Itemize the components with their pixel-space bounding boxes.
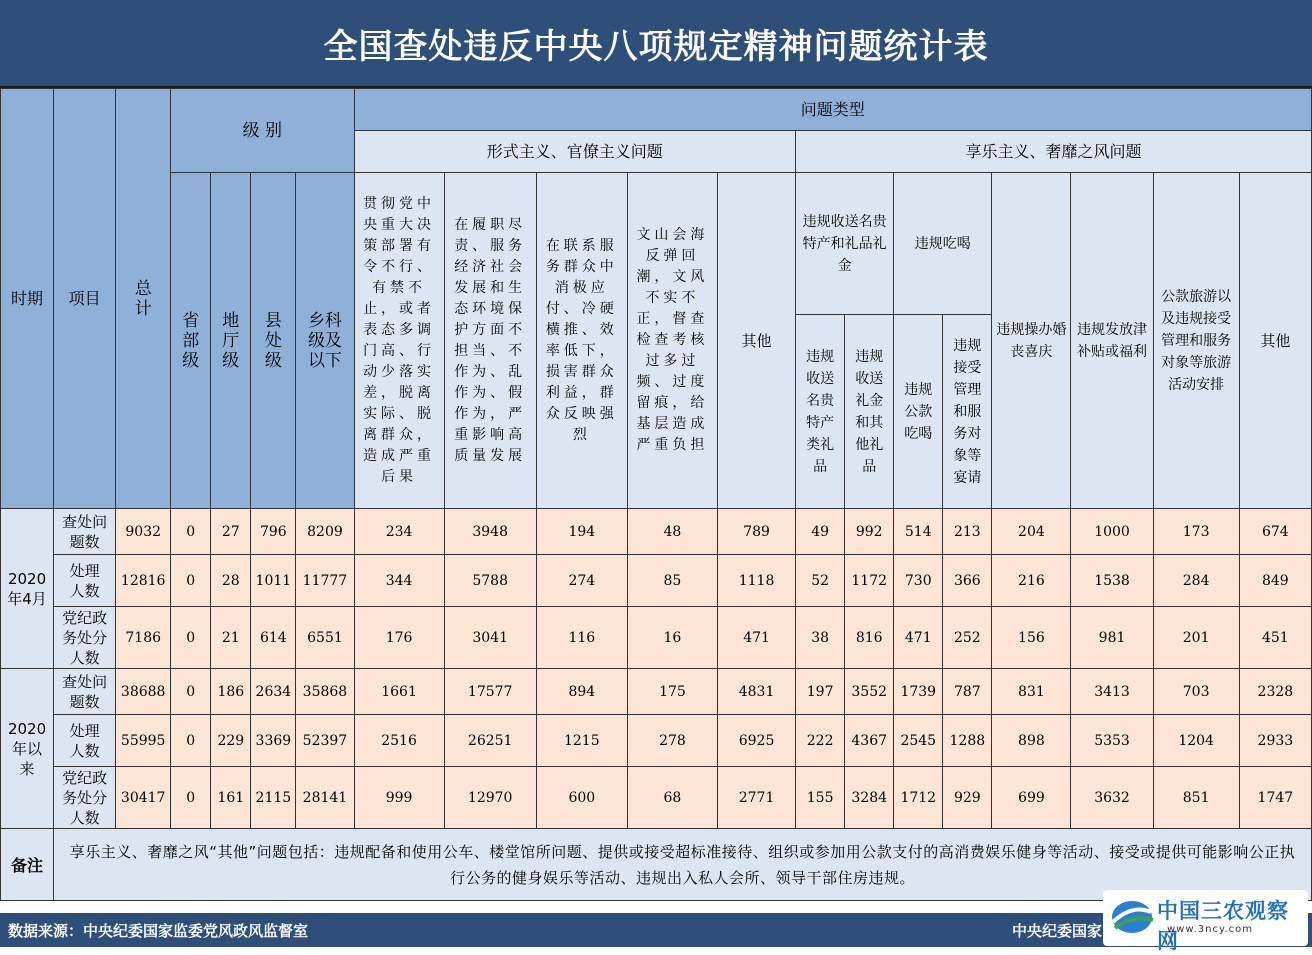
row-label: 党纪政务处分人数 (54, 607, 116, 669)
data-cell: 4831 (718, 669, 796, 715)
header-level: 级 别 (171, 89, 354, 173)
watermark-name: 中国三农观察网 (1157, 899, 1289, 953)
header-row-3 (1, 173, 1312, 315)
data-cell: 4367 (845, 715, 894, 767)
header-dining-group: 违规吃喝 (894, 173, 992, 315)
data-cell: 789 (718, 509, 796, 555)
data-cell: 2328 (1239, 669, 1311, 715)
data-cell: 787 (943, 669, 992, 715)
data-cell: 1661 (354, 669, 444, 715)
data-cell: 999 (354, 767, 444, 829)
data-cell: 2634 (251, 669, 296, 715)
data-cell: 48 (627, 509, 717, 555)
statistics-table (0, 88, 1312, 901)
data-cell: 38 (796, 607, 845, 669)
data-cell: 35868 (296, 669, 354, 715)
data-cell: 8209 (296, 509, 354, 555)
header-gift-money: 违规收送礼金和其他礼品 (845, 315, 894, 509)
data-cell: 831 (992, 669, 1071, 715)
watermark-url: www.3ncy.com (1167, 924, 1254, 935)
data-cell: 197 (796, 669, 845, 715)
data-cell: 1739 (894, 669, 943, 715)
table-row (1, 669, 1312, 715)
data-cell: 1538 (1071, 555, 1153, 607)
header-formalism-other: 其他 (718, 173, 796, 509)
table-row (1, 715, 1312, 767)
data-cell: 929 (943, 767, 992, 829)
data-cell: 5788 (444, 555, 536, 607)
header-gift-specialties: 违规收送名贵特产类礼品 (796, 315, 845, 509)
data-cell: 471 (894, 607, 943, 669)
data-cell: 26251 (444, 715, 536, 767)
data-cell: 49 (796, 509, 845, 555)
data-cell: 514 (894, 509, 943, 555)
footer-org: 中央纪委国家 (1011, 922, 1102, 940)
data-cell: 674 (1239, 509, 1311, 555)
data-cell: 898 (992, 715, 1071, 767)
data-cell: 278 (627, 715, 717, 767)
table-row (1, 767, 1312, 829)
data-cell: 0 (171, 509, 211, 555)
data-cell: 3948 (444, 509, 536, 555)
data-cell: 2933 (1239, 715, 1311, 767)
period-cell: 2020年4月 (1, 509, 54, 669)
header-weddings-funerals: 违规操办婚丧喜庆 (992, 173, 1071, 509)
data-cell: 194 (536, 509, 627, 555)
data-cell: 161 (211, 767, 251, 829)
notes-label: 备注 (1, 829, 54, 901)
data-cell: 1747 (1239, 767, 1311, 829)
header-problem-type: 问题类型 (354, 89, 1312, 131)
data-cell: 992 (845, 509, 894, 555)
data-cell: 730 (894, 555, 943, 607)
data-cell: 116 (536, 607, 627, 669)
notes-text: 享乐主义、奢靡之风“其他”问题包括：违规配备和使用公车、楼堂馆所问题、提供或接受超标准接待、组织或参加用公款支付的高消费娱乐健身等活动、接受或提供可能影响公正执行公务的健身娱乐等活动、违规出入私人会所、领导干部住房违规。 (54, 829, 1312, 901)
header-formalism-col-3: 在联系服务群众中消极应付、冷硬横推、效率低下，损害群众利益，群众反映强烈 (536, 173, 627, 509)
data-cell: 155 (796, 767, 845, 829)
data-cell: 1712 (894, 767, 943, 829)
title-bar (0, 0, 1312, 88)
header-level-township: 乡科级及以下 (296, 173, 354, 509)
total-cell: 12816 (116, 555, 171, 607)
data-cell: 796 (251, 509, 296, 555)
data-cell: 27 (211, 509, 251, 555)
data-cell: 52397 (296, 715, 354, 767)
header-dining-public: 违规公款吃喝 (894, 315, 943, 509)
total-cell: 9032 (116, 509, 171, 555)
table-row (1, 607, 1312, 669)
total-cell: 55995 (116, 715, 171, 767)
header-total: 总计 (116, 89, 171, 509)
data-cell: 222 (796, 715, 845, 767)
data-cell: 6551 (296, 607, 354, 669)
data-cell: 1011 (251, 555, 296, 607)
data-cell: 3041 (444, 607, 536, 669)
data-cell: 849 (1239, 555, 1311, 607)
data-cell: 204 (992, 509, 1071, 555)
data-cell: 5353 (1071, 715, 1153, 767)
header-hedonism-other: 其他 (1239, 173, 1311, 509)
data-cell: 1118 (718, 555, 796, 607)
total-cell: 7186 (116, 607, 171, 669)
total-cell: 30417 (116, 767, 171, 829)
header-formalism-col-1: 贯彻党中央重大决策部署有令不行、有禁不止，或者表态多调门高、行动少落实差，脱离实际、脱离群众，造成严重后果 (354, 173, 444, 509)
data-cell: 600 (536, 767, 627, 829)
data-cell: 0 (171, 767, 211, 829)
header-period: 时期 (1, 89, 54, 509)
header-subsidies: 违规发放津补贴或福利 (1071, 173, 1153, 509)
data-cell: 0 (171, 555, 211, 607)
data-cell: 216 (992, 555, 1071, 607)
data-cell: 234 (354, 509, 444, 555)
header-tourism: 公款旅游以及违规接受管理和服务对象等旅游活动安排 (1153, 173, 1239, 509)
data-cell: 451 (1239, 607, 1311, 669)
data-cell: 68 (627, 767, 717, 829)
data-cell: 2545 (894, 715, 943, 767)
data-cell: 28141 (296, 767, 354, 829)
data-cell: 176 (354, 607, 444, 669)
data-cell: 1172 (845, 555, 894, 607)
data-cell: 252 (943, 607, 992, 669)
data-cell: 12970 (444, 767, 536, 829)
header-item: 项目 (54, 89, 116, 509)
data-cell: 816 (845, 607, 894, 669)
header-level-provincial: 省部级 (171, 173, 211, 509)
data-cell: 2516 (354, 715, 444, 767)
data-cell: 1288 (943, 715, 992, 767)
data-cell: 3552 (845, 669, 894, 715)
data-cell: 229 (211, 715, 251, 767)
row-label: 党纪政务处分人数 (54, 767, 116, 829)
data-cell: 173 (1153, 509, 1239, 555)
data-cell: 1204 (1153, 715, 1239, 767)
data-cell: 3632 (1071, 767, 1153, 829)
data-cell: 3413 (1071, 669, 1153, 715)
data-cell: 1000 (1071, 509, 1153, 555)
data-cell: 2771 (718, 767, 796, 829)
period-cell: 2020年以来 (1, 669, 54, 829)
data-cell: 11777 (296, 555, 354, 607)
row-label: 处理人数 (54, 555, 116, 607)
data-cell: 851 (1153, 767, 1239, 829)
data-cell: 6925 (718, 715, 796, 767)
header-level-county: 县处级 (251, 173, 296, 509)
data-cell: 0 (171, 669, 211, 715)
data-cell: 186 (211, 669, 251, 715)
globe-logo-icon (1109, 898, 1155, 936)
header-dining-banquet: 违规接受管理和服务对象等宴请 (943, 315, 992, 509)
data-cell: 156 (992, 607, 1071, 669)
watermark (1103, 890, 1308, 953)
header-formalism-col-4: 文山会海反弹回潮，文风不实不正，督查检查考核过多过频、过度留痕，给基层造成严重负担 (627, 173, 717, 509)
data-source: 数据来源：中央纪委国家监委党风政风监督室 (8, 922, 309, 940)
header-row-1 (1, 89, 1312, 131)
header-hedonism: 享乐主义、奢靡之风问题 (796, 131, 1312, 173)
table-row (1, 555, 1312, 607)
data-cell: 366 (943, 555, 992, 607)
data-cell: 0 (171, 607, 211, 669)
data-cell: 21 (211, 607, 251, 669)
row-label: 查处问题数 (54, 669, 116, 715)
header-gift-group: 违规收送名贵特产和礼品礼金 (796, 173, 894, 315)
row-label: 查处问题数 (54, 509, 116, 555)
data-cell: 52 (796, 555, 845, 607)
row-label: 处理人数 (54, 715, 116, 767)
total-cell: 38688 (116, 669, 171, 715)
data-cell: 3284 (845, 767, 894, 829)
data-cell: 614 (251, 607, 296, 669)
data-cell: 17577 (444, 669, 536, 715)
data-cell: 0 (171, 715, 211, 767)
data-cell: 344 (354, 555, 444, 607)
data-cell: 213 (943, 509, 992, 555)
data-cell: 981 (1071, 607, 1153, 669)
header-level-prefecture: 地厅级 (211, 173, 251, 509)
data-cell: 284 (1153, 555, 1239, 607)
data-cell: 3369 (251, 715, 296, 767)
header-formalism: 形式主义、官僚主义问题 (354, 131, 796, 173)
header-formalism-col-2: 在履职尽责、服务经济社会发展和生态环境保护方面不担当、不作为、乱作为、假作为，严重影响高质量发展 (444, 173, 536, 509)
data-cell: 16 (627, 607, 717, 669)
table-row (1, 509, 1312, 555)
data-cell: 85 (627, 555, 717, 607)
data-cell: 703 (1153, 669, 1239, 715)
data-cell: 894 (536, 669, 627, 715)
data-cell: 175 (627, 669, 717, 715)
data-cell: 1215 (536, 715, 627, 767)
data-cell: 201 (1153, 607, 1239, 669)
data-cell: 274 (536, 555, 627, 607)
data-cell: 2115 (251, 767, 296, 829)
page-title: 全国查处违反中央八项规定精神问题统计表 (323, 26, 989, 67)
data-cell: 699 (992, 767, 1071, 829)
data-cell: 471 (718, 607, 796, 669)
data-cell: 28 (211, 555, 251, 607)
